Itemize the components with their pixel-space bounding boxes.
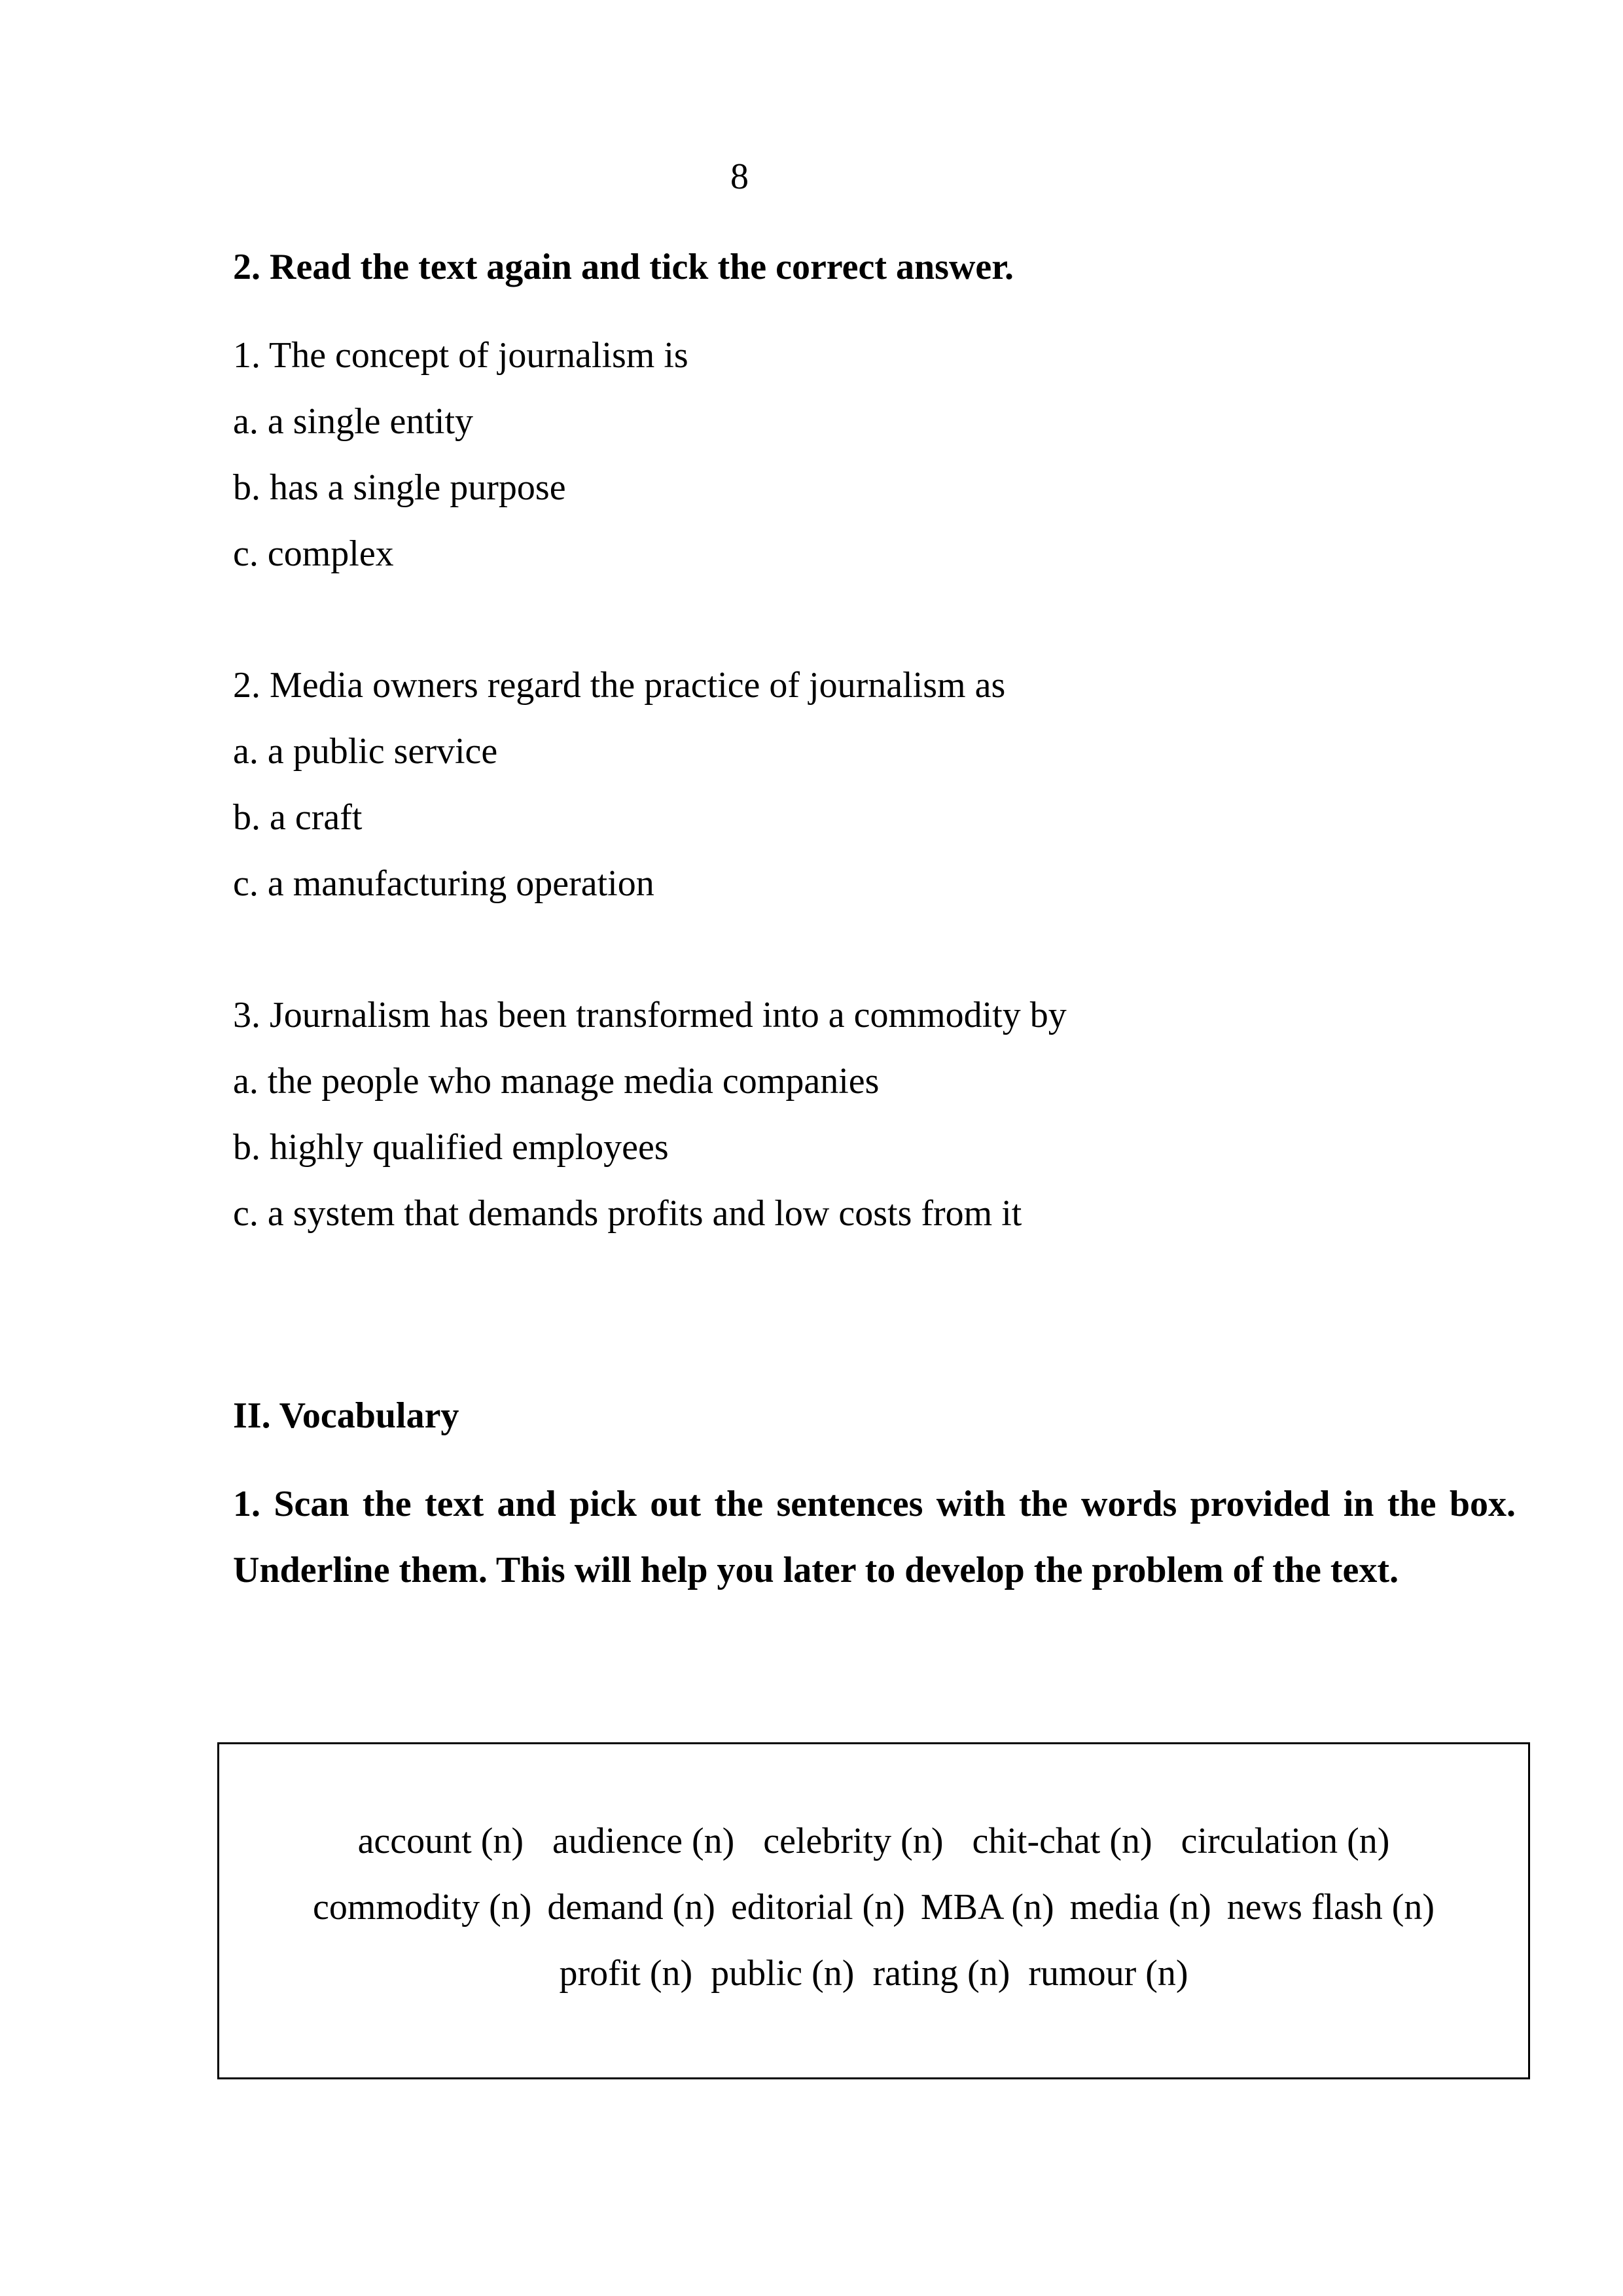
vocab-word: demand (n) [547, 1887, 715, 1928]
answer-option[interactable]: b. has a single purpose [233, 467, 566, 508]
vocab-word: commodity (n) [312, 1887, 532, 1928]
vocab-word: celebrity (n) [763, 1821, 944, 1861]
question-block-3 [233, 982, 1516, 1247]
answer-option[interactable]: c. a system that demands profits and low costs from it [233, 1193, 1022, 1234]
vocabulary-section [233, 1383, 1516, 1448]
vocabulary-instruction [233, 1471, 1516, 1604]
word-row [219, 1874, 1528, 1941]
answer-option[interactable]: b. a craft [233, 797, 363, 838]
answer-option[interactable]: a. the people who manage media companies [233, 1061, 880, 1102]
vocab-word: audience (n) [552, 1821, 735, 1861]
question-text: 3. Journalism has been transformed into a commodity by [233, 995, 1067, 1035]
word-box [217, 1742, 1530, 2079]
word-row [219, 1808, 1528, 1874]
vocab-word: rumour (n) [1028, 1953, 1188, 1994]
vocab-word: chit-chat (n) [972, 1821, 1152, 1861]
exercise-heading-text: 2. Read the text again and tick the correct answer. [233, 247, 1014, 287]
vocab-word: profit (n) [559, 1953, 693, 1994]
answer-option[interactable]: c. a manufacturing operation [233, 863, 654, 904]
question-text: 2. Media owners regard the practice of journalism as [233, 665, 1006, 706]
answer-option[interactable]: a. a public service [233, 731, 498, 772]
vocab-word: account (n) [357, 1821, 524, 1861]
question-block-2 [233, 653, 1516, 917]
word-list [219, 1808, 1528, 2007]
vocab-word: editorial (n) [730, 1887, 905, 1928]
answer-option[interactable]: b. highly qualified employees [233, 1127, 669, 1168]
page-number: 8 [730, 156, 749, 197]
question-text: 1. The concept of journalism is [233, 335, 688, 376]
vocab-word: public (n) [711, 1953, 855, 1994]
vocab-word: MBA (n) [920, 1887, 1054, 1928]
answer-option[interactable]: c. complex [233, 533, 394, 574]
vocab-word: news flash (n) [1226, 1887, 1435, 1928]
section-title: II. Vocabulary [233, 1395, 459, 1436]
vocab-word: media (n) [1069, 1887, 1211, 1928]
word-row [219, 1941, 1528, 2007]
instruction-text: 1. Scan the text and pick out the sentences with the words provided in the box. Underline them. This will help you later to develop the problem of the text. [233, 1484, 1516, 1590]
vocab-word: rating (n) [872, 1953, 1010, 1994]
exercise-heading [233, 234, 1516, 300]
answer-option[interactable]: a. a single entity [233, 401, 474, 442]
vocab-word: circulation (n) [1181, 1821, 1390, 1861]
question-block-1 [233, 323, 1516, 587]
